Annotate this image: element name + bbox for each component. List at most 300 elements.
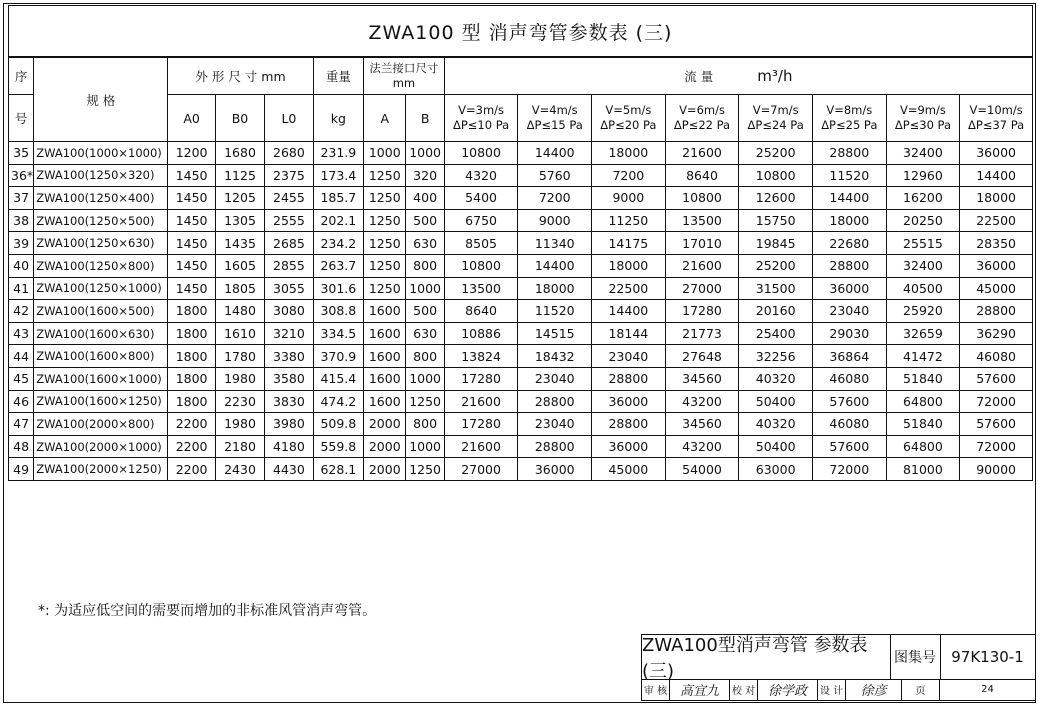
model-cell: ZWA100(1250×500)	[34, 209, 168, 232]
value-cell: 1780	[215, 345, 264, 368]
outer-size-header: 外 形 尺 寸 mm	[168, 58, 313, 95]
value-cell: 21600	[444, 390, 518, 413]
value-cell: 263.7	[313, 254, 363, 277]
flange-header-a: A	[364, 95, 406, 142]
design-label: 设 计	[818, 679, 846, 700]
flow-label: 流 量	[684, 69, 714, 84]
value-cell: 28800	[518, 390, 592, 413]
flange-header-b: B	[406, 95, 444, 142]
value-cell: 334.5	[313, 322, 363, 345]
value-cell: 1600	[364, 345, 406, 368]
review-label: 审 核	[642, 679, 670, 700]
value-cell: 2555	[265, 209, 313, 232]
row-number-cell: 39	[9, 232, 34, 255]
value-cell: 72000	[960, 390, 1033, 413]
value-cell: 2855	[265, 254, 313, 277]
page-number: 24	[981, 684, 994, 695]
value-cell: 13824	[444, 345, 518, 368]
value-cell: 1200	[168, 142, 215, 165]
row-number-cell: 41	[9, 277, 34, 300]
value-cell: 10800	[444, 254, 518, 277]
velocity-label: V=5m/s	[605, 103, 652, 117]
value-cell: 40500	[886, 277, 960, 300]
value-cell: 1800	[168, 345, 215, 368]
value-cell: 1600	[364, 300, 406, 323]
value-cell: 28800	[592, 367, 666, 390]
pressure-label: ΔP≤24 Pa	[747, 118, 804, 132]
value-cell: 36000	[960, 254, 1033, 277]
value-cell: 308.8	[313, 300, 363, 323]
value-cell: 1600	[364, 390, 406, 413]
value-cell: 3055	[265, 277, 313, 300]
value-cell: 800	[406, 345, 444, 368]
value-cell: 27648	[665, 345, 739, 368]
pressure-label: ΔP≤20 Pa	[600, 118, 657, 132]
value-cell: 2200	[168, 458, 215, 481]
row-number-cell: 35	[9, 142, 34, 165]
value-cell: 11340	[518, 232, 592, 255]
velocity-label: V=10m/s	[969, 103, 1023, 117]
value-cell: 27000	[444, 458, 518, 481]
value-cell: 2455	[265, 187, 313, 210]
value-cell: 51840	[886, 413, 960, 436]
value-cell: 2375	[265, 164, 313, 187]
value-cell: 8640	[444, 300, 518, 323]
value-cell: 36000	[812, 277, 886, 300]
value-cell: 2200	[168, 413, 215, 436]
table-row	[9, 322, 1033, 345]
value-cell: 23040	[518, 413, 592, 436]
value-cell: 415.4	[313, 367, 363, 390]
value-cell: 22500	[592, 277, 666, 300]
value-cell: 7200	[592, 164, 666, 187]
weight-unit-header: kg	[313, 95, 363, 142]
model-cell: ZWA100(1250×1000)	[34, 277, 168, 300]
velocity-header	[812, 95, 886, 142]
value-cell: 1000	[406, 142, 444, 165]
value-cell: 43200	[665, 390, 739, 413]
title-block-name: ZWA100型消声弯管 参数表(三)	[642, 635, 891, 680]
value-cell: 3210	[265, 322, 313, 345]
value-cell: 46080	[812, 367, 886, 390]
table-body	[9, 142, 1033, 481]
value-cell: 1450	[168, 187, 215, 210]
model-cell: ZWA100(1600×630)	[34, 322, 168, 345]
pressure-label: ΔP≤22 Pa	[673, 118, 731, 132]
value-cell: 54000	[665, 458, 739, 481]
value-cell: 185.7	[313, 187, 363, 210]
signature-row	[642, 679, 1035, 700]
value-cell: 18000	[518, 277, 592, 300]
weight-header: 重量	[313, 58, 363, 95]
value-cell: 800	[406, 254, 444, 277]
value-cell: 51840	[886, 367, 960, 390]
value-cell: 57600	[960, 413, 1033, 436]
table-row	[9, 413, 1033, 436]
value-cell: 31500	[739, 277, 813, 300]
value-cell: 18000	[960, 187, 1033, 210]
value-cell: 2180	[215, 435, 264, 458]
value-cell: 46080	[960, 345, 1033, 368]
value-cell: 17280	[444, 367, 518, 390]
value-cell: 10800	[665, 187, 739, 210]
value-cell: 4430	[265, 458, 313, 481]
value-cell: 5760	[518, 164, 592, 187]
value-cell: 14400	[812, 187, 886, 210]
value-cell: 25200	[739, 142, 813, 165]
value-cell: 1000	[406, 277, 444, 300]
value-cell: 2000	[364, 435, 406, 458]
value-cell: 7200	[518, 187, 592, 210]
value-cell: 1450	[168, 209, 215, 232]
value-cell: 36000	[960, 142, 1033, 165]
value-cell: 370.9	[313, 345, 363, 368]
value-cell: 11520	[518, 300, 592, 323]
value-cell: 1450	[168, 277, 215, 300]
value-cell: 1610	[215, 322, 264, 345]
value-cell: 28800	[812, 254, 886, 277]
table-row	[9, 390, 1033, 413]
row-number-cell: 42	[9, 300, 34, 323]
value-cell: 2680	[265, 142, 313, 165]
value-cell: 1805	[215, 277, 264, 300]
row-number-cell: 40	[9, 254, 34, 277]
value-cell: 1250	[406, 458, 444, 481]
value-cell: 57600	[812, 390, 886, 413]
velocity-label: V=4m/s	[531, 103, 578, 117]
value-cell: 18144	[592, 322, 666, 345]
flow-unit: m³/h	[757, 67, 793, 85]
model-cell: ZWA100(1600×1000)	[34, 367, 168, 390]
value-cell: 17010	[665, 232, 739, 255]
value-cell: 1250	[364, 187, 406, 210]
velocity-header	[518, 95, 592, 142]
value-cell: 32400	[886, 142, 960, 165]
value-cell: 72000	[960, 435, 1033, 458]
seq-header-top: 序	[9, 58, 34, 95]
flow-header	[444, 58, 1032, 95]
value-cell: 1680	[215, 142, 264, 165]
model-cell: ZWA100(2000×1000)	[34, 435, 168, 458]
value-cell: 1800	[168, 300, 215, 323]
value-cell: 57600	[960, 367, 1033, 390]
check-label: 校 对	[730, 679, 758, 700]
velocity-header	[739, 95, 813, 142]
value-cell: 18000	[592, 142, 666, 165]
value-cell: 1250	[364, 254, 406, 277]
value-cell: 173.4	[313, 164, 363, 187]
value-cell: 23040	[518, 367, 592, 390]
pressure-label: ΔP≤25 Pa	[821, 118, 878, 132]
value-cell: 8640	[665, 164, 739, 187]
value-cell: 21600	[444, 435, 518, 458]
table-row	[9, 187, 1033, 210]
value-cell: 1250	[364, 232, 406, 255]
value-cell: 23040	[592, 345, 666, 368]
value-cell: 1305	[215, 209, 264, 232]
table-row	[9, 232, 1033, 255]
velocity-header	[665, 95, 739, 142]
value-cell: 3380	[265, 345, 313, 368]
model-cell: ZWA100(2000×800)	[34, 413, 168, 436]
value-cell: 14175	[592, 232, 666, 255]
value-cell: 46080	[812, 413, 886, 436]
value-cell: 32400	[886, 254, 960, 277]
value-cell: 14515	[518, 322, 592, 345]
value-cell: 72000	[812, 458, 886, 481]
value-cell: 509.8	[313, 413, 363, 436]
model-cell: ZWA100(1000×1000)	[34, 142, 168, 165]
table-row	[9, 277, 1033, 300]
value-cell: 17280	[665, 300, 739, 323]
value-cell: 14400	[592, 300, 666, 323]
value-cell: 3830	[265, 390, 313, 413]
value-cell: 1980	[215, 367, 264, 390]
value-cell: 1450	[168, 164, 215, 187]
value-cell: 50400	[739, 390, 813, 413]
atlas-label: 图集号	[890, 635, 941, 680]
value-cell: 32256	[739, 345, 813, 368]
table-row	[9, 458, 1033, 481]
value-cell: 1605	[215, 254, 264, 277]
velocity-header	[592, 95, 666, 142]
value-cell: 19845	[739, 232, 813, 255]
value-cell: 81000	[886, 458, 960, 481]
value-cell: 1450	[168, 232, 215, 255]
design-signature: 徐彦	[846, 679, 902, 700]
model-cell: ZWA100(1250×320)	[34, 164, 168, 187]
value-cell: 34560	[665, 413, 739, 436]
value-cell: 1480	[215, 300, 264, 323]
value-cell: 29030	[812, 322, 886, 345]
value-cell: 1600	[364, 322, 406, 345]
value-cell: 23040	[812, 300, 886, 323]
value-cell: 4180	[265, 435, 313, 458]
value-cell: 9000	[518, 209, 592, 232]
value-cell: 1600	[364, 367, 406, 390]
model-cell: ZWA100(1250×400)	[34, 187, 168, 210]
table-row	[9, 435, 1033, 458]
spec-header: 规 格	[34, 58, 168, 142]
value-cell: 45000	[960, 277, 1033, 300]
row-number-cell: 45	[9, 367, 34, 390]
atlas-number: 97K130-1	[940, 635, 1035, 680]
value-cell: 43200	[665, 435, 739, 458]
value-cell: 474.2	[313, 390, 363, 413]
row-number-cell: 46	[9, 390, 34, 413]
value-cell: 234.2	[313, 232, 363, 255]
value-cell: 1800	[168, 322, 215, 345]
value-cell: 25200	[739, 254, 813, 277]
value-cell: 628.1	[313, 458, 363, 481]
value-cell: 21600	[665, 254, 739, 277]
value-cell: 2000	[364, 413, 406, 436]
value-cell: 13500	[444, 277, 518, 300]
velocity-label: V=9m/s	[899, 103, 946, 117]
pressure-label: ΔP≤37 Pa	[968, 118, 1025, 132]
dim-header-b0: B0	[215, 95, 264, 142]
value-cell: 2685	[265, 232, 313, 255]
value-cell: 40320	[739, 413, 813, 436]
value-cell: 1250	[364, 164, 406, 187]
value-cell: 630	[406, 232, 444, 255]
value-cell: 25400	[739, 322, 813, 345]
model-cell: ZWA100(1600×1250)	[34, 390, 168, 413]
velocity-header	[444, 95, 518, 142]
value-cell: 1435	[215, 232, 264, 255]
parameter-table	[8, 57, 1033, 481]
value-cell: 2430	[215, 458, 264, 481]
model-cell: ZWA100(1600×500)	[34, 300, 168, 323]
value-cell: 12600	[739, 187, 813, 210]
row-number-cell: 43	[9, 322, 34, 345]
value-cell: 40320	[739, 367, 813, 390]
value-cell: 3080	[265, 300, 313, 323]
value-cell: 1800	[168, 390, 215, 413]
value-cell: 500	[406, 300, 444, 323]
value-cell: 500	[406, 209, 444, 232]
value-cell: 301.6	[313, 277, 363, 300]
value-cell: 14400	[960, 164, 1033, 187]
dim-header-l0: L0	[265, 95, 313, 142]
value-cell: 2200	[168, 435, 215, 458]
value-cell: 28800	[960, 300, 1033, 323]
value-cell: 15750	[739, 209, 813, 232]
velocity-label: V=3m/s	[458, 103, 505, 117]
value-cell: 1250	[364, 209, 406, 232]
value-cell: 10886	[444, 322, 518, 345]
pressure-label: ΔP≤30 Pa	[894, 118, 952, 132]
value-cell: 18432	[518, 345, 592, 368]
value-cell: 90000	[960, 458, 1033, 481]
value-cell: 28800	[812, 142, 886, 165]
value-cell: 231.9	[313, 142, 363, 165]
value-cell: 27000	[665, 277, 739, 300]
value-cell: 18000	[812, 209, 886, 232]
value-cell: 630	[406, 322, 444, 345]
value-cell: 17280	[444, 413, 518, 436]
value-cell: 64800	[886, 435, 960, 458]
value-cell: 2230	[215, 390, 264, 413]
table-row	[9, 164, 1033, 187]
table-row	[9, 142, 1033, 165]
row-number-cell: 49	[9, 458, 34, 481]
value-cell: 1980	[215, 413, 264, 436]
row-number-cell: 36*	[9, 164, 34, 187]
pressure-label: ΔP≤10 Pa	[452, 118, 510, 132]
table-row	[9, 254, 1033, 277]
row-number-cell: 48	[9, 435, 34, 458]
value-cell: 11250	[592, 209, 666, 232]
flange-header: 法兰接口尺寸 mm	[364, 58, 445, 95]
title-block	[641, 634, 1036, 701]
value-cell: 36000	[592, 390, 666, 413]
row-number-cell: 38	[9, 209, 34, 232]
page-label: 页	[902, 679, 940, 700]
value-cell: 63000	[739, 458, 813, 481]
value-cell: 14400	[518, 254, 592, 277]
value-cell: 5400	[444, 187, 518, 210]
review-signature: 高宜九	[670, 679, 730, 700]
value-cell: 28350	[960, 232, 1033, 255]
velocity-label: V=8m/s	[826, 103, 873, 117]
velocity-label: V=7m/s	[752, 103, 799, 117]
value-cell: 41472	[886, 345, 960, 368]
value-cell: 2000	[364, 458, 406, 481]
dim-header-a0: A0	[168, 95, 215, 142]
value-cell: 1250	[364, 277, 406, 300]
value-cell: 1125	[215, 164, 264, 187]
value-cell: 20160	[739, 300, 813, 323]
model-cell: ZWA100(2000×1250)	[34, 458, 168, 481]
value-cell: 36000	[592, 435, 666, 458]
velocity-header	[886, 95, 960, 142]
value-cell: 64800	[886, 390, 960, 413]
value-cell: 32659	[886, 322, 960, 345]
value-cell: 57600	[812, 435, 886, 458]
value-cell: 11520	[812, 164, 886, 187]
value-cell: 1000	[364, 142, 406, 165]
value-cell: 9000	[592, 187, 666, 210]
value-cell: 1800	[168, 367, 215, 390]
value-cell: 14400	[518, 142, 592, 165]
table-row	[9, 300, 1033, 323]
value-cell: 3580	[265, 367, 313, 390]
value-cell: 22500	[960, 209, 1033, 232]
value-cell: 1000	[406, 435, 444, 458]
table-row	[9, 209, 1033, 232]
pressure-label: ΔP≤15 Pa	[526, 118, 583, 132]
value-cell: 36000	[518, 458, 592, 481]
value-cell: 36864	[812, 345, 886, 368]
table-row	[9, 367, 1033, 390]
value-cell: 400	[406, 187, 444, 210]
value-cell: 10800	[739, 164, 813, 187]
check-signature: 徐学政	[758, 679, 818, 700]
value-cell: 1250	[406, 390, 444, 413]
value-cell: 10800	[444, 142, 518, 165]
model-cell: ZWA100(1250×630)	[34, 232, 168, 255]
model-cell: ZWA100(1600×800)	[34, 345, 168, 368]
value-cell: 13500	[665, 209, 739, 232]
value-cell: 6750	[444, 209, 518, 232]
value-cell: 36290	[960, 322, 1033, 345]
value-cell: 1205	[215, 187, 264, 210]
value-cell: 25515	[886, 232, 960, 255]
value-cell: 20250	[886, 209, 960, 232]
value-cell: 16200	[886, 187, 960, 210]
value-cell: 28800	[518, 435, 592, 458]
table-title: ZWA100 型 消声弯管参数表 (三)	[8, 5, 1033, 57]
row-number-cell: 44	[9, 345, 34, 368]
value-cell: 21773	[665, 322, 739, 345]
value-cell: 3980	[265, 413, 313, 436]
row-number-cell: 47	[9, 413, 34, 436]
velocity-header	[960, 95, 1033, 142]
velocity-label: V=6m/s	[679, 103, 725, 117]
value-cell: 45000	[592, 458, 666, 481]
value-cell: 50400	[739, 435, 813, 458]
value-cell: 34560	[665, 367, 739, 390]
footnote: *: 为适应低空间的需要而增加的非标准风管消声弯管。	[38, 603, 377, 619]
value-cell: 800	[406, 413, 444, 436]
value-cell: 22680	[812, 232, 886, 255]
seq-header-bottom: 号	[9, 95, 34, 142]
model-cell: ZWA100(1250×800)	[34, 254, 168, 277]
value-cell: 1450	[168, 254, 215, 277]
value-cell: 21600	[665, 142, 739, 165]
value-cell: 12960	[886, 164, 960, 187]
